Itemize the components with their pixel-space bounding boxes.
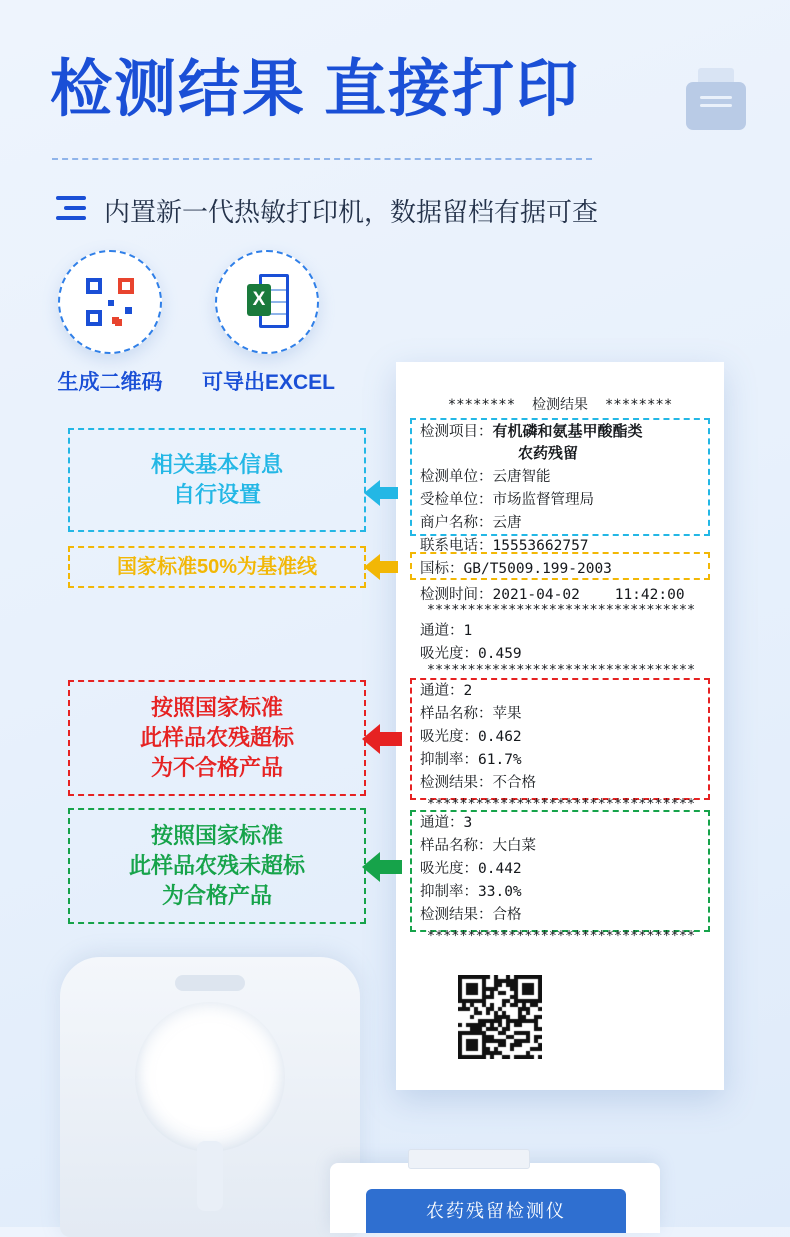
receipt-absorbance-row: 吸光度：0.442 (420, 861, 522, 877)
feature-label: 可导出EXCEL (202, 371, 336, 394)
receipt-item-row-2: 农药残留 (518, 445, 579, 462)
receipt-separator: ********************************* (426, 796, 696, 812)
arrow-fail (370, 724, 400, 754)
receipt-separator: ********************************* (426, 662, 696, 678)
device-base (330, 1163, 660, 1233)
device-tray (408, 1149, 530, 1169)
page-title-part1: 检测结果 (50, 55, 307, 124)
receipt-phone-row: 联系电话：15553662757 (420, 538, 589, 554)
receipt-inhibition-row: 抑制率：33.0% (420, 884, 522, 900)
excel-file-icon: X (215, 250, 319, 354)
receipt-item-row: 检测项目：有机磷和氨基甲酸酯类 (420, 423, 643, 440)
feature-excel-export (202, 250, 336, 396)
note-line: 为合格产品 (161, 883, 272, 908)
device-panel-label: 农药残留检测仪 (366, 1189, 626, 1233)
note-basic-info (68, 428, 366, 532)
note-line: 自行设置 (172, 482, 261, 507)
receipt-inhibition-row: 抑制率：61.7% (420, 752, 522, 768)
receipt-time-row: 检测时间：2021-04-02 11:42:00 (420, 587, 685, 603)
receipt-title: ******** 检测结果 ******** (447, 397, 673, 413)
receipt-unit-row: 检测单位：云唐智能 (420, 469, 551, 485)
device-body (60, 957, 360, 1237)
receipt-standard-row: 国标：GB/T5009.199-2003 (420, 561, 612, 577)
receipt-absorbance-row: 吸光度：0.459 (420, 646, 522, 662)
note-line: 为不合格产品 (150, 755, 283, 780)
device-ring (135, 1002, 285, 1152)
receipt-merchant-row: 商户名称：云唐 (420, 515, 522, 531)
receipt-separator: ********************************* (426, 928, 696, 944)
title-divider (52, 158, 592, 160)
receipt-result-row: 检测结果：合格 (420, 907, 522, 923)
receipt-inspected-row: 受检单位：市场监督管理局 (420, 492, 594, 508)
note-line: 此样品农残超标 (139, 725, 294, 750)
note-line: 国家标准50%为基准线 (116, 556, 318, 578)
receipt-separator: ********************************* (426, 602, 696, 618)
receipt-channel-row: 通道：2 (420, 683, 473, 699)
note-line: 按照国家标准 (150, 695, 283, 720)
feature-label: 生成二维码 (57, 371, 163, 394)
note-line: 此样品农残未超标 (128, 853, 305, 878)
note-line: 相关基本信息 (150, 452, 283, 477)
arrow-standard (370, 554, 396, 580)
note-line: 按照国家标准 (150, 823, 283, 848)
printer-icon (686, 68, 746, 136)
subtitle: 内置新一代热敏打印机，数据留档有据可查 (104, 197, 599, 227)
receipt-absorbance-row: 吸光度：0.462 (420, 729, 522, 745)
receipt-channel-row: 通道：1 (420, 623, 473, 639)
note-standard-baseline (68, 546, 366, 588)
page-title-part2: 直接打印 (324, 55, 581, 124)
receipt-paper (396, 362, 724, 1090)
device-slot (175, 975, 245, 991)
receipt-result-row: 检测结果：不合格 (420, 775, 536, 791)
arrow-basic-info (370, 480, 396, 506)
page-title (50, 56, 580, 124)
arrow-pass (370, 852, 400, 882)
menu-lines-icon (56, 196, 90, 224)
qr-code-icon (58, 250, 162, 354)
note-pass (68, 808, 366, 924)
receipt-channel-row: 通道：3 (420, 815, 473, 831)
receipt-sample-row: 样品名称：大白菜 (420, 838, 536, 854)
receipt-sample-row: 样品名称：苹果 (420, 706, 522, 722)
note-fail (68, 680, 366, 796)
feature-qr-code (48, 250, 172, 396)
qr-code-icon (458, 975, 542, 1059)
device-bar (197, 1141, 223, 1211)
